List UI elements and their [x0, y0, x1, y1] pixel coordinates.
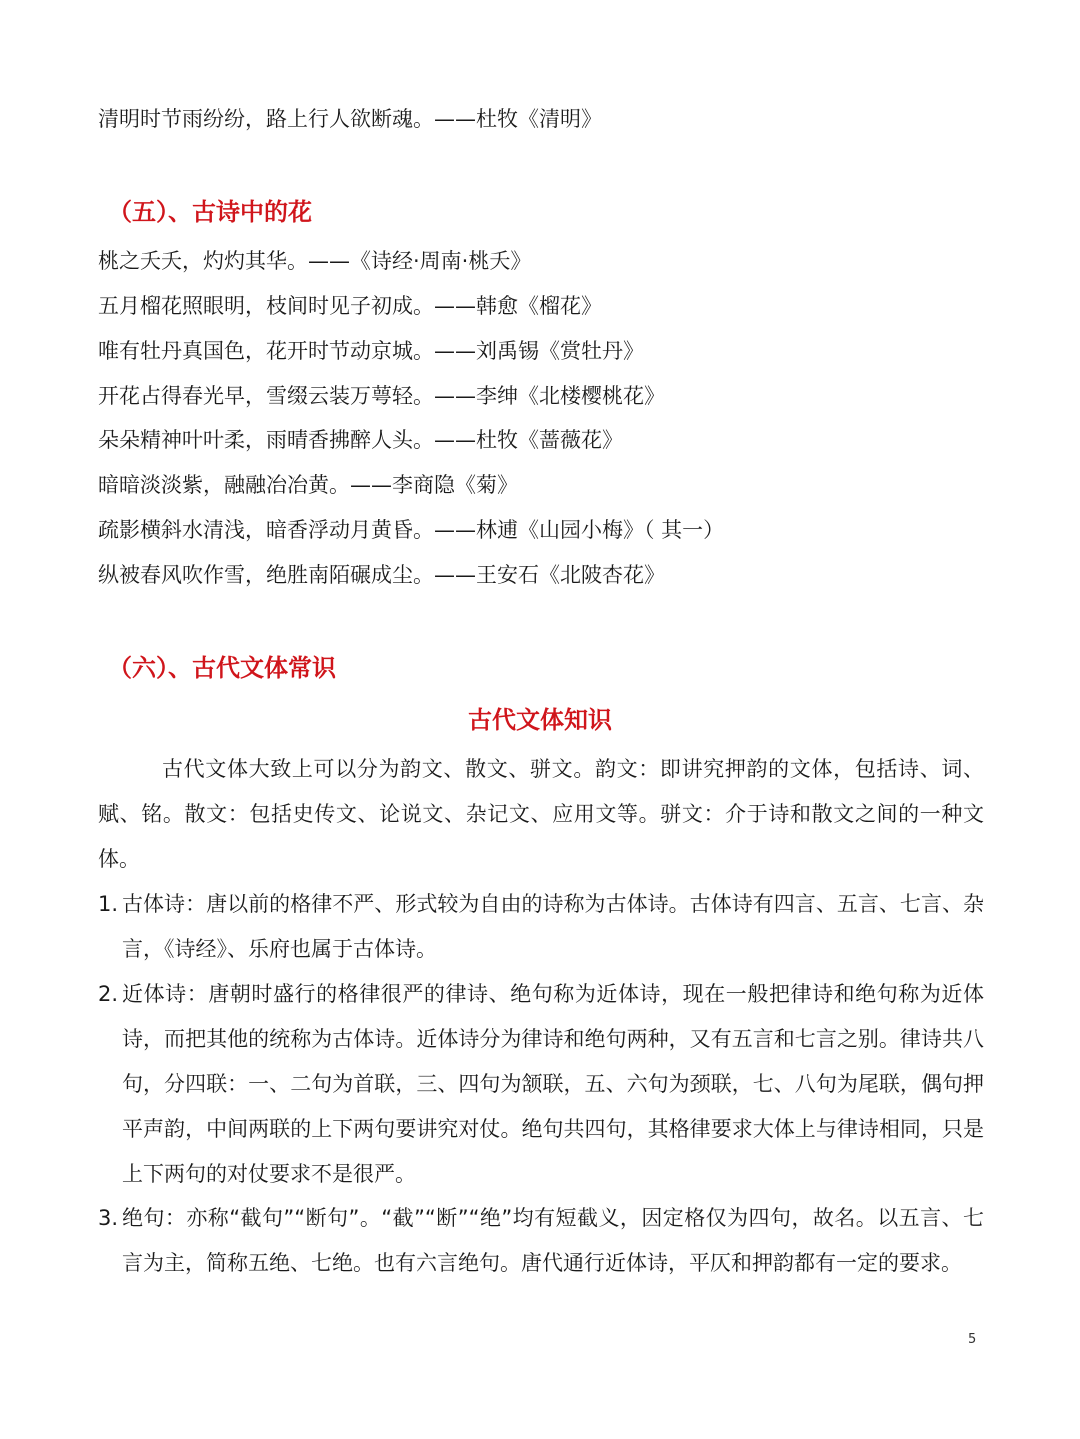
- poem-line-qingming: 清明时节雨纷纷，路上行人欲断魂。——杜牧《清明》: [98, 107, 602, 131]
- list-item-number: 2.: [98, 982, 119, 1006]
- page-number: 5: [968, 1332, 977, 1347]
- flower-poem-line-7: 疏影横斜水清浅，暗香浮动月黄昏。——林逋《山园小梅》（ 其一）: [98, 518, 725, 542]
- section-title-flowers: （五）、古诗中的花: [108, 198, 312, 226]
- flower-poem-line-1: 桃之夭夭，灼灼其华。——《诗经·周南·桃夭》: [98, 249, 532, 273]
- flower-poem-line-4: 开花占得春光早，雪缀云装万萼轻。——李绅《北楼樱桃花》: [98, 384, 665, 408]
- flower-poem-line-6: 暗暗淡淡紫，融融冶冶黄。——李商隐《菊》: [98, 473, 518, 497]
- list-item-text: 近体诗：唐朝时盛行的格律很严的律诗、绝句称为近体诗，现在一般把律诗和绝句称为近体诗，而把其他的统称为古体诗。近体诗分为律诗和绝句两种，又有五言和七言之别。律诗共八句，分四联：一、二句为首联，三、四句为颔联，五、六句为颈联，七、八句为尾联，偶句押平声韵，中间两联的上下两句要讲究对仗。绝句共四句，其格律要求大体上与律诗相同，只是上下两句的对仗要求不是很严。: [122, 982, 984, 1186]
- list-item-number: 1.: [98, 892, 119, 916]
- list-item-gutishi: [98, 882, 984, 972]
- list-item-jintishi: [98, 972, 984, 1197]
- subtitle-literary-forms-knowledge: 古代文体知识: [468, 706, 612, 734]
- list-item-text: 绝句：亦称“截句”“断句”。“截”“断”“绝”均有短截义，因定格仅为四句，故名。以五言、七言为主，简称五绝、七绝。也有六言绝句。唐代通行近体诗，平仄和押韵都有一定的要求。: [122, 1206, 984, 1275]
- list-item-text: 古体诗：唐以前的格律不严、形式较为自由的诗称为古体诗。古体诗有四言、五言、七言、杂言，《诗经》、乐府也属于古体诗。: [122, 892, 984, 961]
- list-item-jueju: [98, 1196, 984, 1286]
- section-title-literary-forms: （六）、古代文体常识: [108, 654, 336, 682]
- flower-poem-line-8: 纵被春风吹作雪，绝胜南陌碾成尘。——王安石《北陂杏花》: [98, 563, 665, 587]
- flower-poem-line-5: 朵朵精神叶叶柔，雨晴香拂醉人头。——杜牧《蔷薇花》: [98, 428, 623, 452]
- flower-poem-line-2: 五月榴花照眼明，枝间时见子初成。——韩愈《榴花》: [98, 294, 602, 318]
- flower-poem-line-3: 唯有牡丹真国色，花开时节动京城。——刘禹锡《赏牡丹》: [98, 339, 644, 363]
- list-item-number: 3.: [98, 1206, 119, 1230]
- intro-paragraph: 古代文体大致上可以分为韵文、散文、骈文。韵文：即讲究押韵的文体，包括诗、词、赋、铭。散文：包括史传文、论说文、杂记文、应用文等。骈文：介于诗和散文之间的一种文体。: [98, 757, 984, 871]
